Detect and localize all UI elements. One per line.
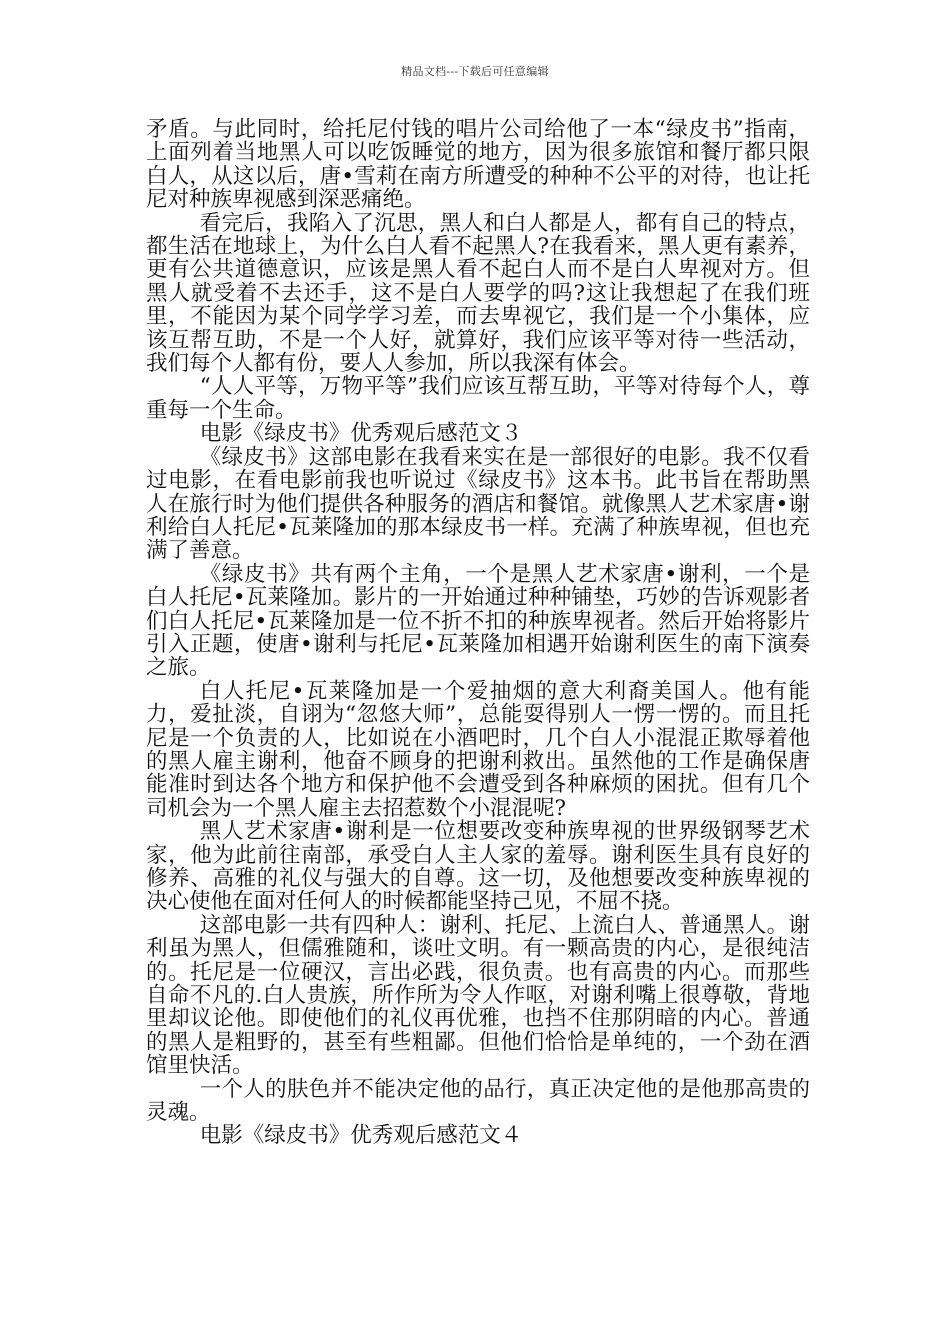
paragraph: 一个人的肤色并不能决定他的品行，真正决定他的是他那高贵的灵魂。 bbox=[146, 1076, 810, 1126]
paragraph: 《绿皮书》共有两个主角，一个是黑人艺术家唐•谢利，一个是白人托尼•瓦莱隆加。影片的一开始通过种种铺垫，巧妙的告诉观影者们白人托尼•瓦莱隆加是一位不折不扣的种族卑视者。然后开始将影片引入正题，使唐•谢利与托尼•瓦莱隆加相遇开始谢利医生的南下演奏之旅。 bbox=[146, 561, 810, 681]
section-heading: 电影《绿皮书》优秀观后感范文３ bbox=[199, 421, 523, 447]
document-body bbox=[146, 118, 810, 1148]
paragraph: 看完后，我陷入了沉思，黑人和白人都是人，都有自己的特点，都生活在地球上，为什么白人看不起黑人?在我看来，黑人更有素养，更有公共道德意识，应该是黑人看不起白人而不是白人卑视对方。但黑人就受着不去还手，这不是白人要学的吗?这让我想起了在我们班里，不能因为某个同学学习差，而去卑视它，我们是一个小集体，应该互帮互助，不是一个人好，就算好，我们应该平等对待一些活动，我们每个人都有份，要人人参加，所以我深有体会。 bbox=[146, 210, 810, 377]
section-heading: 电影《绿皮书》优秀观后感范文４ bbox=[199, 1123, 523, 1149]
paragraph: 黑人艺术家唐•谢利是一位想要改变种族卑视的世界级钢琴艺术家，他为此前往南部，承受白人主人家的羞辱。谢利医生具有良好的修养、高雅的礼仪与强大的自尊。这一切，及他想要改变种族卑视的决心使他在面对任何人的时候都能坚持己见，不屈不挠。 bbox=[146, 819, 810, 915]
paragraph: 这部电影一共有四种人：谢利、托尼、上流白人、普通黑人。谢利虽为黑人，但儒雅随和，谈吐文明。有一颗高贵的内心，是很纯洁的。托尼是一位硬汉，言出必践，很负责。也有高贵的内心。而那些自命不凡的.白人贵族，所作所为令人作呕，对谢利嘴上很尊敬，背地里却议论他。即使他们的礼仪再优雅，也挡不住那阴暗的内心。普通的黑人是粗野的，甚至有些粗鄙。但他们恰恰是单纯的，一个劲在酒馆里快活。 bbox=[146, 912, 810, 1079]
paragraph: 矛盾。与此同时，给托尼付钱的唱片公司给他了一本“绿皮书”指南，上面列着当地黑人可以吃饭睡觉的地方，因为很多旅馆和餐厅都只限白人，从这以后，唐•雪莉在南方所遭受的种种不公平的对待，也让托尼对种族卑视感到深恶痛绝。 bbox=[146, 117, 810, 213]
paragraph: “人人平等，万物平等”我们应该互帮互助，平等对待每个人，尊重每一个生命。 bbox=[146, 374, 810, 423]
paragraph: 《绿皮书》这部电影在我看来实在是一部很好的电影。我不仅看过电影，在看电影前我也听说过《绿皮书》这本书。此书旨在帮助黑人在旅行时为他们提供各种服务的酒店和餐馆。就像黑人艺术家唐•谢利给白人托尼•瓦莱隆加的那本绿皮书一样。充满了种族卑视，但也充满了善意。 bbox=[146, 444, 810, 564]
page-header: 精品文档---下载后可任意编辑 bbox=[401, 65, 549, 78]
paragraph: 白人托尼•瓦莱隆加是一个爱抽烟的意大利裔美国人。他有能力，爱扯淡，自诩为“忽悠大师”，总能耍得别人一愣一愣的。而且托尼是一个负责的人，比如说在小酒吧时，几个白人小混混正欺辱着他的黑人雇主谢利，他奋不顾身的把谢利救出。虽然他的工作是确保唐能准时到达各个地方和保护他不会遭受到各种麻烦的困扰。但有几个司机会为一个黑人雇主去招惹数个小混混呢? bbox=[146, 678, 810, 821]
